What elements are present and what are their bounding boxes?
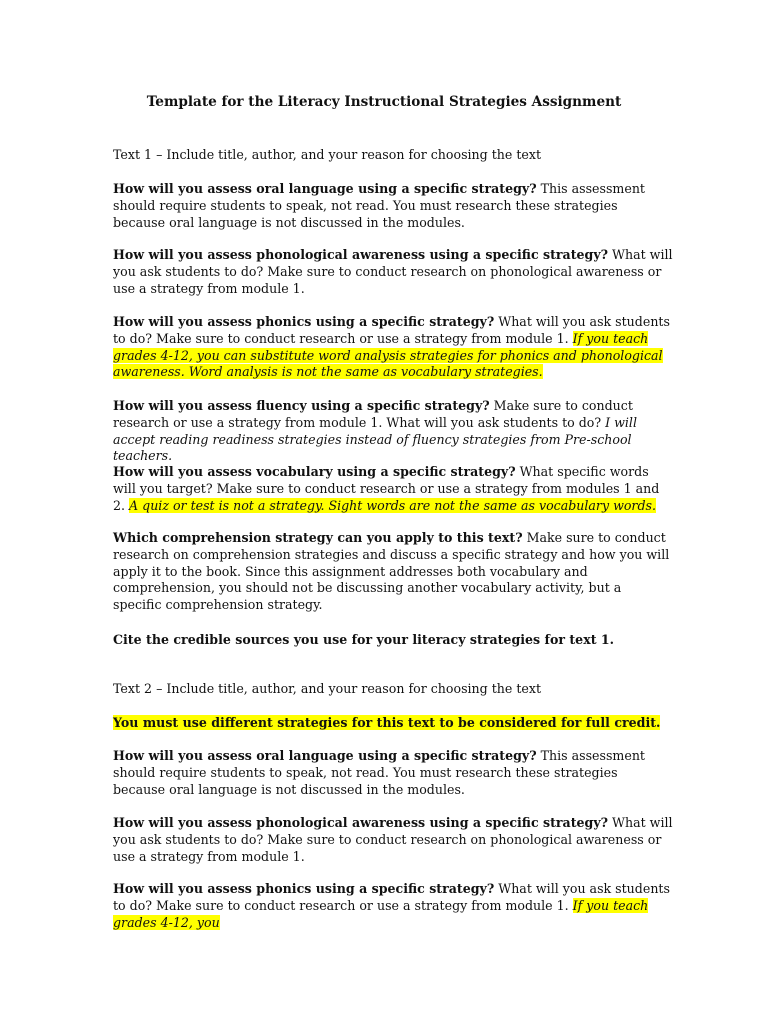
text2-oral-language-prompt xyxy=(113,748,673,798)
text1-comprehension-question: Which comprehension strategy can you apply to this text? xyxy=(113,530,523,545)
text1-oral-language-question: How will you assess oral language using a specific strategy? xyxy=(113,181,537,196)
text1-vocabulary-highlight-note: A quiz or test is not a strategy. Sight words are not the same as vocabulary words. xyxy=(129,497,656,513)
text1-fluency-body: Make sure to conduct research or use a strategy from module 1. What will you ask students to do? xyxy=(113,398,633,430)
text2-phonics-body: What will you ask students to do? Make sure to conduct research or use a strategy from module 1. xyxy=(113,881,670,913)
text1-phonological-body: What will you ask students to do? Make sure to conduct research on phonological awareness or use a strategy from module 1. xyxy=(113,247,673,296)
text1-cite-sources: Cite the credible sources you use for your literacy strategies for text 1. xyxy=(113,632,615,647)
text1-vocabulary-prompt xyxy=(113,464,673,514)
text1-phonics-prompt xyxy=(113,314,673,381)
text1-vocabulary-question: How will you assess vocabulary using a specific strategy? xyxy=(113,464,516,479)
text2-oral-language-question: How will you assess oral language using a specific strategy? xyxy=(113,748,537,763)
text1-fluency-prompt xyxy=(113,398,673,465)
text1-phonological-question: How will you assess phonological awareness using a specific strategy? xyxy=(113,247,609,262)
text1-phonics-highlight-note: If you teach grades 4-12, you can substitute word analysis strategies for phonics and phonological awareness. Word analysis is not the same as vocabulary strategies. xyxy=(113,330,663,380)
text2-instruction: – Include title, author, and your reason for choosing the text xyxy=(152,681,542,696)
text2-label: Text 2 xyxy=(113,681,153,696)
text1-phonics-question: How will you assess phonics using a specific strategy? xyxy=(113,314,495,329)
text1-heading xyxy=(113,147,673,164)
text2-phonics-highlight-note: If you teach grades 4-12, you xyxy=(113,897,649,930)
text1-instruction: – Include title, author, and your reason for choosing the text xyxy=(152,147,542,162)
text1-vocabulary-body: What specific words will you target? Make sure to conduct research or use a strategy from modules 1 and 2. xyxy=(113,464,660,513)
text2-phonological-prompt xyxy=(113,815,673,865)
text1-oral-language-prompt xyxy=(113,181,673,231)
text2-notice-highlight: You must use different strategies for this text to be considered for full credit. xyxy=(113,715,661,730)
text2-phonological-question: How will you assess phonological awareness using a specific strategy? xyxy=(113,815,609,830)
text2-phonics-prompt xyxy=(113,881,673,931)
text1-comprehension-prompt xyxy=(113,530,673,614)
text1-fluency-question: How will you assess fluency using a specific strategy? xyxy=(113,398,490,413)
text2-phonics-question: How will you assess phonics using a specific strategy? xyxy=(113,881,495,896)
text1-fluency-note: I will accept reading readiness strategies instead of fluency strategies from Pre-school teachers. xyxy=(113,414,637,464)
text1-label: Text 1 xyxy=(113,147,153,162)
text2-notice xyxy=(113,715,673,732)
text1-phonics-body: What will you ask students to do? Make sure to conduct research or use a strategy from module 1. xyxy=(113,314,670,346)
text2-heading xyxy=(113,681,673,698)
document-title: Template for the Literacy Instructional Strategies Assignment xyxy=(146,94,622,110)
text1-comprehension-body: Make sure to conduct research on comprehension strategies and discuss a specific strategy and how you will apply it to the book. Since this assignment addresses both vocabulary and comprehension, you should not be discussing another vocabulary activity, but a specific comprehension strategy. xyxy=(113,530,670,613)
text1-phonological-prompt xyxy=(113,247,673,297)
text2-oral-language-body: This assessment should require students to speak, not read. You must research these strategies because oral language is not discussed in the modules. xyxy=(113,748,645,797)
text2-phonological-body: What will you ask students to do? Make sure to conduct research on phonological awareness or use a strategy from module 1. xyxy=(113,815,673,864)
text1-oral-language-body: This assessment should require students to speak, not read. You must research these strategies because oral language is not discussed in the modules. xyxy=(113,181,645,230)
